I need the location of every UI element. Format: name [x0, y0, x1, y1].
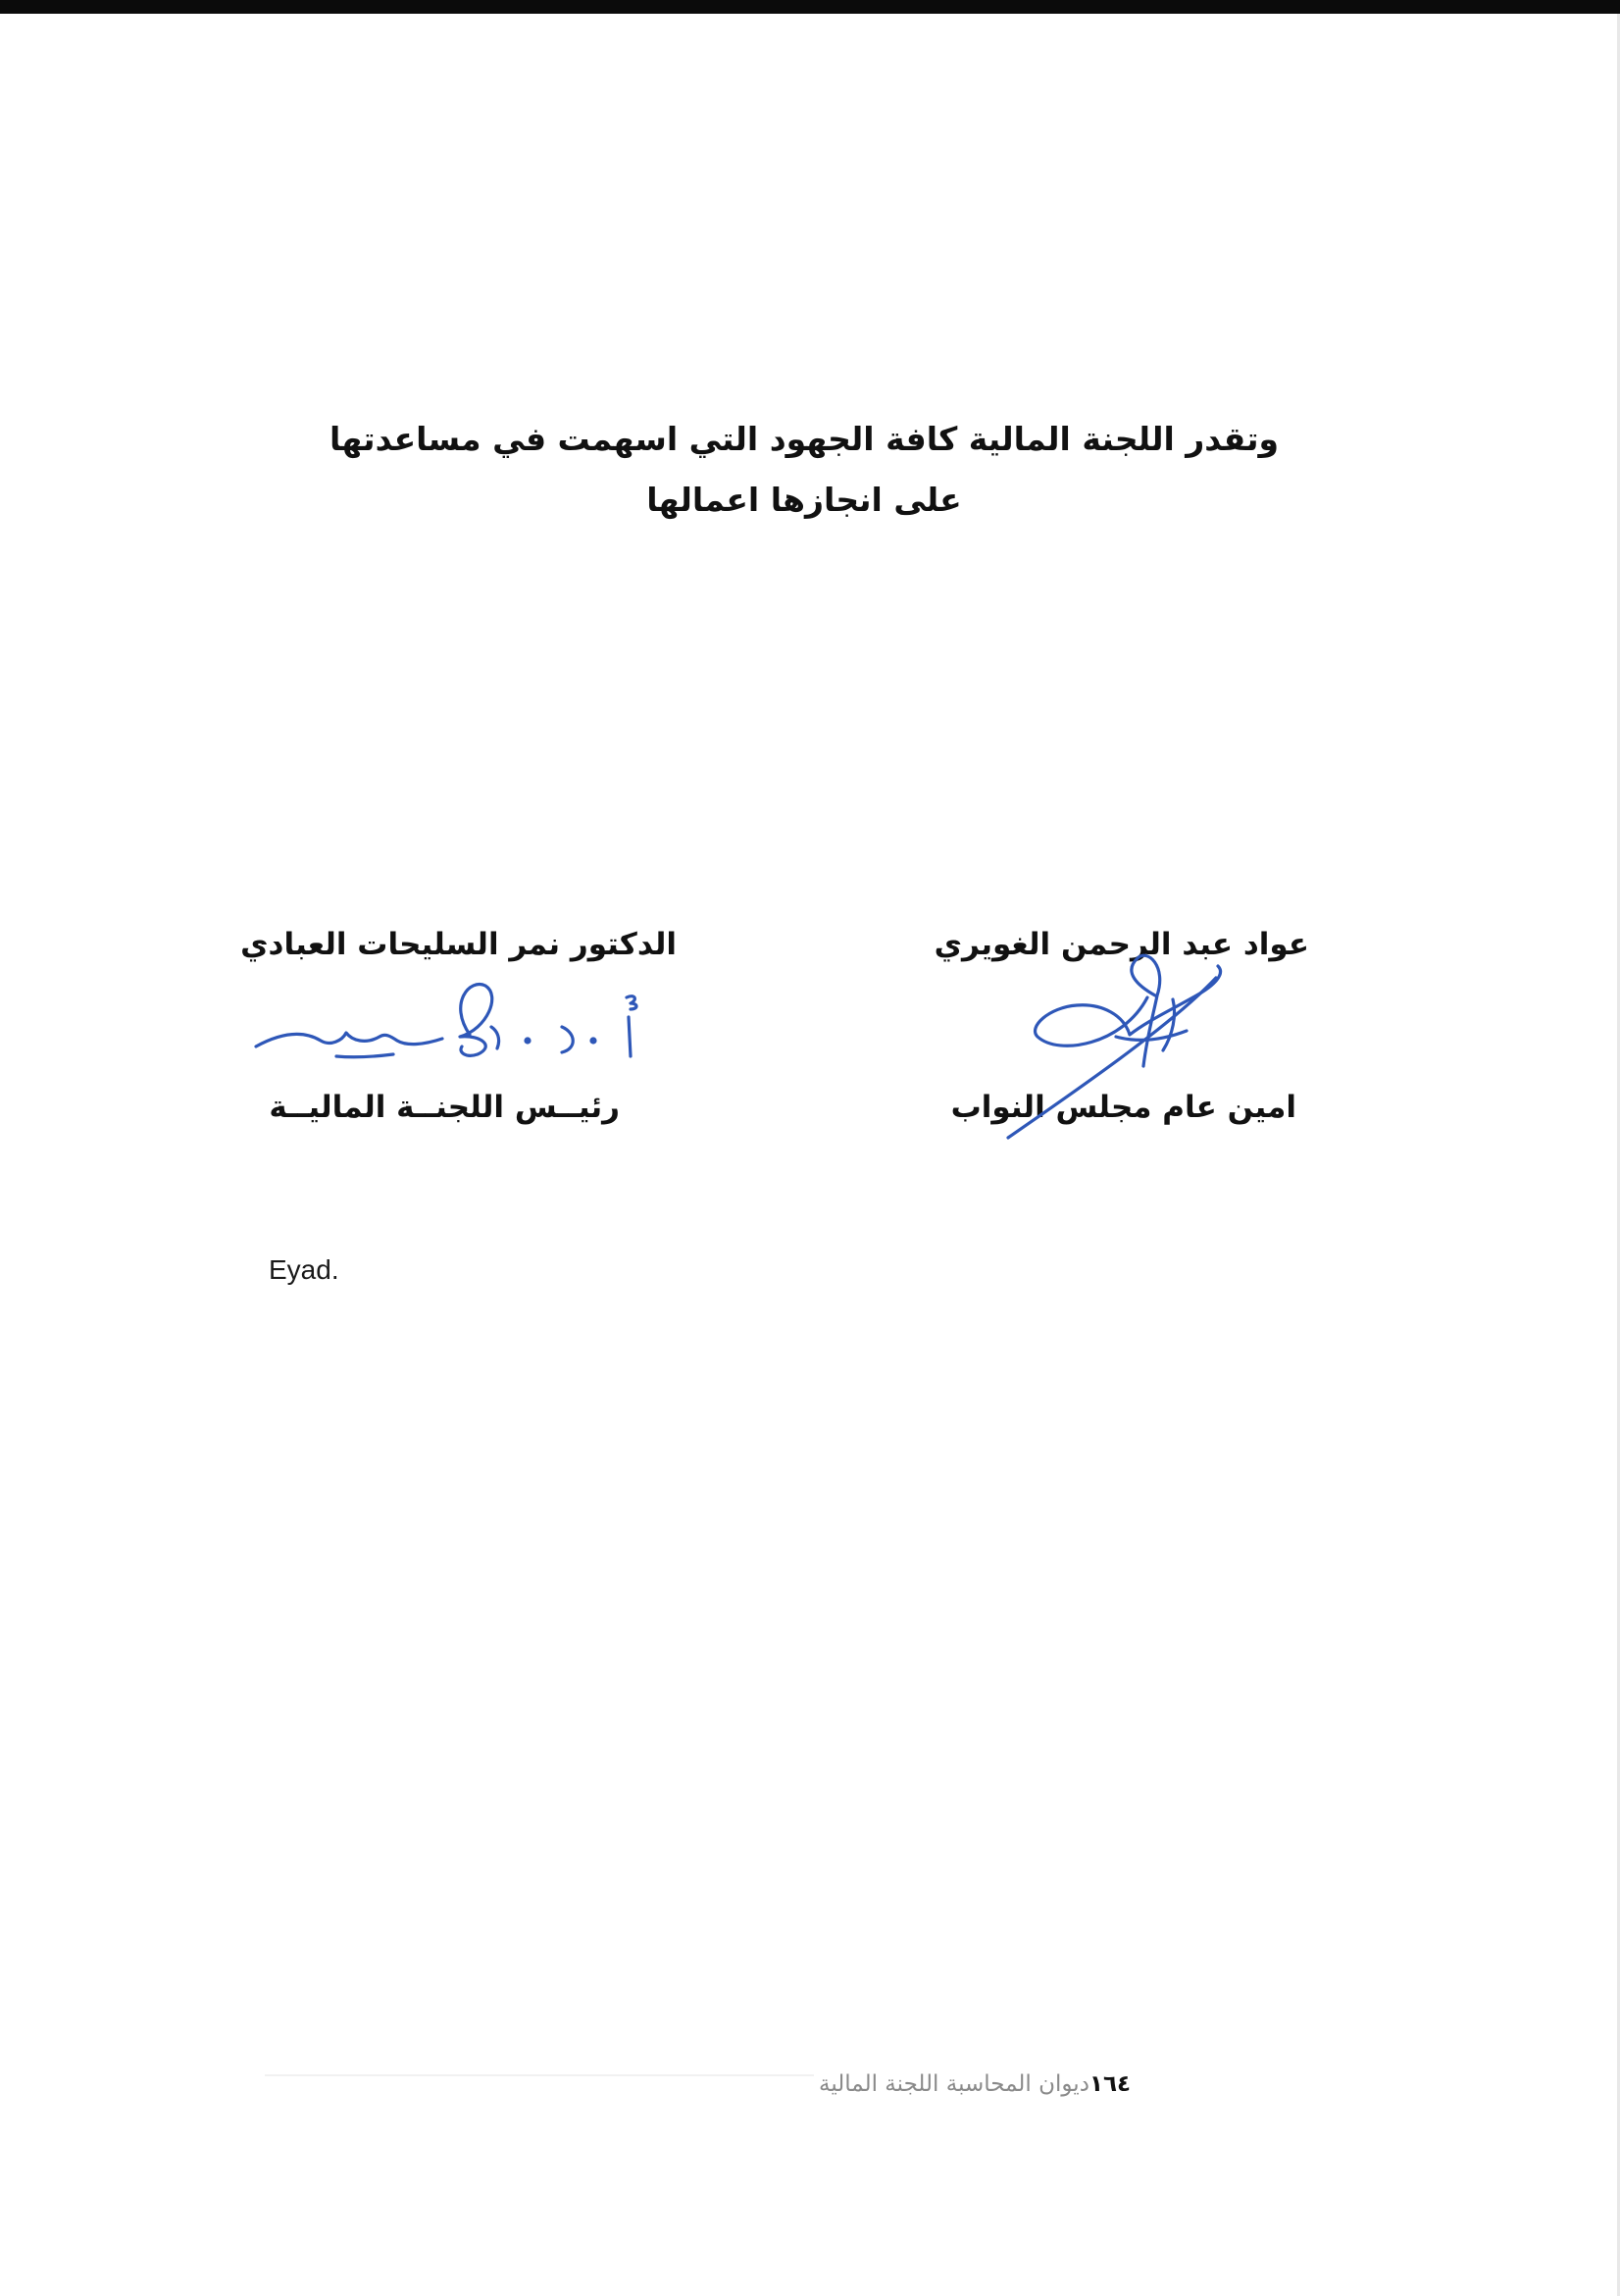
- page-number: ١٦٤: [1088, 2071, 1132, 2097]
- typist-mark: Eyad.: [269, 1254, 339, 1285]
- footer-divider: [265, 2074, 814, 2076]
- committee-chair-handwritten-signature: [250, 976, 662, 1074]
- scan-top-edge: [0, 0, 1620, 14]
- committee-chair-name: الدكتور نمر السليحات العبادي: [240, 927, 677, 962]
- secretary-general-name: عواد عبد الرحمن الغويري: [934, 927, 1309, 962]
- committee-chair-title: رئيــس اللجنــة الماليــة: [269, 1090, 620, 1125]
- closing-statement: وتقدر اللجنة المالية كافة الجهود التي اسهمت في مساعدتها على انجازها اعمالها: [329, 420, 1279, 519]
- secretary-general-handwritten-signature: [1000, 927, 1255, 1138]
- page-footer: [819, 2071, 1131, 2097]
- footer-caption: ديوان المحاسبة اللجنة المالية: [819, 2071, 1089, 2097]
- secretary-general-title: امين عام مجلس النواب: [950, 1090, 1296, 1125]
